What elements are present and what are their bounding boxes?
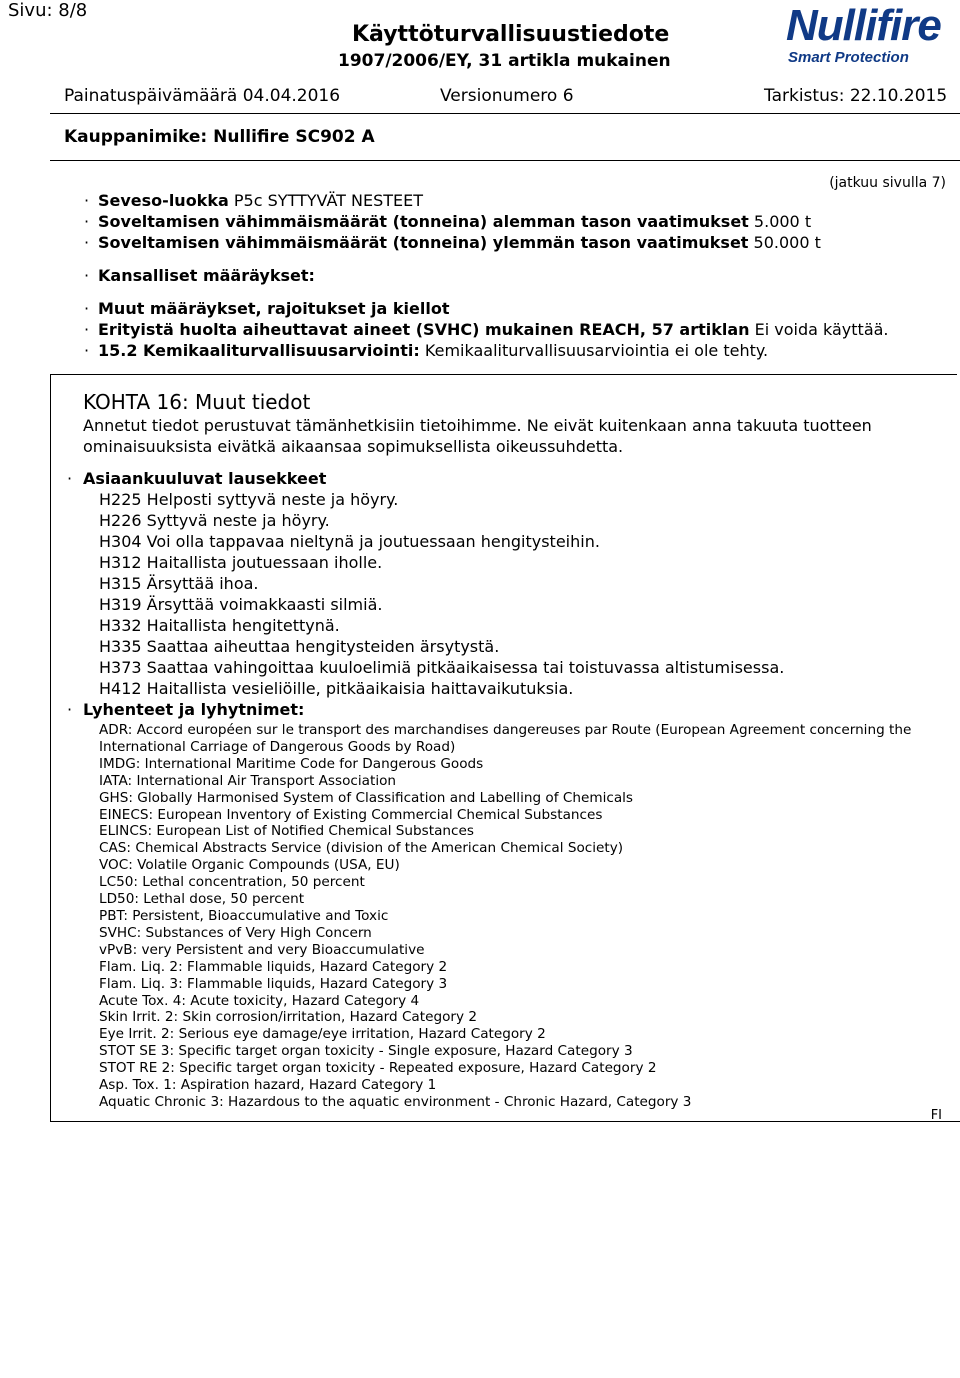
abbreviation-item: SVHC: Substances of Very High Concern: [99, 924, 372, 941]
hazard-phrase: H373 Saattaa vahingoittaa kuuloelimiä pitkäaikaisessa tai toistuvassa altistumisessa.: [99, 658, 785, 677]
logo-wordmark: Nullifire: [786, 1, 941, 50]
lower-threshold-row: [84, 211, 954, 232]
trade-name: Kauppanimike: Nullifire SC902 A: [64, 127, 375, 147]
abbreviation-item: IATA: International Air Transport Association: [99, 772, 397, 789]
box-edge-mark: [952, 1121, 960, 1122]
abbreviation-item: Eye Irrit. 2: Serious eye damage/eye irritation, Hazard Category 2: [99, 1026, 546, 1043]
bullet: ·: [84, 191, 90, 210]
hazard-phrase: H304 Voi olla tappavaa nieltynä ja joutuessaan hengitysteihin.: [99, 532, 600, 551]
abbreviation-item: CAS: Chemical Abstracts Service (division of the American Chemical Society): [99, 840, 624, 857]
bullet: ·: [84, 299, 90, 318]
chemical-safety-value: Kemikaaliturvallisuusarviointia ei ole tehty.: [424, 341, 769, 360]
svhc-row: [84, 319, 954, 340]
page-number: Sivu: 8/8: [8, 0, 88, 21]
print-date: Painatuspäivämäärä 04.04.2016: [64, 86, 341, 106]
brand-logo: [786, 2, 948, 68]
bullet: ·: [84, 266, 90, 285]
seveso-value: P5c SYTTYVÄT NESTEET: [233, 191, 424, 210]
phrases-heading-row: [67, 468, 953, 489]
bullet: ·: [67, 700, 73, 719]
hazard-phrase: H312 Haitallista joutuessaan iholle.: [99, 553, 383, 572]
abbreviation-item: STOT SE 3: Specific target organ toxicity - Single exposure, Hazard Category 3: [99, 1043, 633, 1060]
hazard-phrase: H412 Haitallista vesieliöille, pitkäaikaisia haittavaikutuksia.: [99, 679, 574, 698]
section-16-box: [50, 374, 957, 1122]
abbreviation-item: Flam. Liq. 2: Flammable liquids, Hazard Category 2: [99, 958, 448, 975]
revision-date: Tarkistus: 22.10.2015: [764, 86, 948, 106]
national-regulations-row: [84, 265, 954, 286]
abbreviation-item: Skin Irrit. 2: Skin corrosion/irritation, Hazard Category 2: [99, 1009, 478, 1026]
bullet: ·: [67, 469, 73, 488]
language-code: FI: [930, 1108, 942, 1123]
phrases-heading: Asiaankuuluvat lausekkeet: [83, 469, 327, 488]
abbreviation-item: Acute Tox. 4: Acute toxicity, Hazard Category 4: [99, 992, 420, 1009]
chemical-safety-row: [84, 340, 954, 361]
abbreviation-item: ADR: Accord européen sur le transport des marchandises dangereuses par Route (European Agreement concerning the International Carriage of Dangerous Goods by Road): [99, 722, 912, 755]
document-title: Käyttöturvallisuustiedote: [352, 22, 670, 47]
hazard-phrase: H332 Haitallista hengitettynä.: [99, 616, 340, 635]
abbreviation-item: LC50: Lethal concentration, 50 percent: [99, 874, 365, 891]
svhc-value: Ei voida käyttää.: [754, 320, 889, 339]
section-16-title: KOHTA 16: Muut tiedot: [83, 390, 311, 414]
abbreviation-item: Asp. Tox. 1: Aspiration hazard, Hazard Category 1: [99, 1077, 437, 1094]
abbreviation-item: EINECS: European Inventory of Existing Commercial Chemical Substances: [99, 806, 603, 823]
seveso-label: Seveso-luokka: [98, 191, 229, 210]
chemical-safety-label: 15.2 Kemikaaliturvallisuusarviointi:: [98, 341, 420, 360]
upper-threshold-label: Soveltamisen vähimmäismäärät (tonneina) ylemmän tason vaatimukset: [98, 233, 749, 252]
bullet: ·: [84, 341, 90, 360]
abbreviation-item: VOC: Volatile Organic Compounds (USA, EU): [99, 857, 400, 874]
hazard-phrase-list: [83, 489, 953, 699]
hazard-phrase: H315 Ärsyttää ihoa.: [99, 574, 259, 593]
abbreviation-item: IMDG: International Maritime Code for Dangerous Goods: [99, 755, 484, 772]
version-number: Versionumero 6: [440, 86, 574, 106]
upper-threshold-value: 50.000 t: [753, 233, 821, 252]
trade-divider: [50, 160, 960, 161]
document-subtitle: 1907/2006/EY, 31 artikla mukainen: [338, 51, 671, 71]
seveso-row: [84, 190, 954, 211]
abbreviation-list: [83, 722, 953, 1111]
header-divider: [50, 113, 960, 114]
abbreviation-item: Aquatic Chronic 3: Hazardous to the aquatic environment - Chronic Hazard, Category 3: [99, 1093, 692, 1110]
section-16-intro: Annetut tiedot perustuvat tämänhetkisiin tietoihimme. Ne eivät kuitenkaan anna takuuta tuotteen ominaisuuksista eivätkä aikaansaa sopimuksellista oikeussuhdetta.: [83, 416, 872, 456]
section-15-content: [84, 190, 954, 361]
abbreviation-item: Flam. Liq. 3: Flammable liquids, Hazard Category 3: [99, 975, 448, 992]
bullet: ·: [84, 233, 90, 252]
abbreviations-heading: Lyhenteet ja lyhytnimet:: [83, 700, 305, 719]
abbr-heading-row: [67, 699, 953, 720]
lower-threshold-value: 5.000 t: [753, 212, 812, 231]
abbreviation-item: LD50: Lethal dose, 50 percent: [99, 891, 305, 908]
abbreviation-item: PBT: Persistent, Bioaccumulative and Toxic: [99, 907, 389, 924]
hazard-phrase: H335 Saattaa aiheuttaa hengitysteiden ärsytystä.: [99, 637, 500, 656]
bullet: ·: [84, 212, 90, 231]
abbreviation-item: GHS: Globally Harmonised System of Classification and Labelling of Chemicals: [99, 789, 634, 806]
abbreviation-item: ELINCS: European List of Notified Chemical Substances: [99, 823, 474, 840]
hazard-phrase: H226 Syttyvä neste ja höyry.: [99, 511, 330, 530]
national-regulations-label: Kansalliset määräykset:: [98, 266, 315, 285]
other-regulations-label: Muut määräykset, rajoitukset ja kiellot: [98, 299, 450, 318]
section-16-content: [67, 389, 953, 1111]
abbreviation-item: vPvB: very Persistent and very Bioaccumulative: [99, 941, 425, 958]
hazard-phrase: H319 Ärsyttää voimakkaasti silmiä.: [99, 595, 383, 614]
other-regulations-row: [84, 298, 954, 319]
lower-threshold-label: Soveltamisen vähimmäismäärät (tonneina) alemman tason vaatimukset: [98, 212, 749, 231]
abbreviation-item: STOT RE 2: Specific target organ toxicity - Repeated exposure, Hazard Category 2: [99, 1060, 657, 1077]
bullet: ·: [84, 320, 90, 339]
hazard-phrase: H225 Helposti syttyvä neste ja höyry.: [99, 490, 399, 509]
logo-tagline: Smart Protection: [788, 49, 909, 66]
continued-note: (jatkuu sivulla 7): [829, 175, 946, 191]
svhc-label: Erityistä huolta aiheuttavat aineet (SVHC) mukainen REACH, 57 artiklan: [98, 320, 750, 339]
upper-threshold-row: [84, 232, 954, 253]
